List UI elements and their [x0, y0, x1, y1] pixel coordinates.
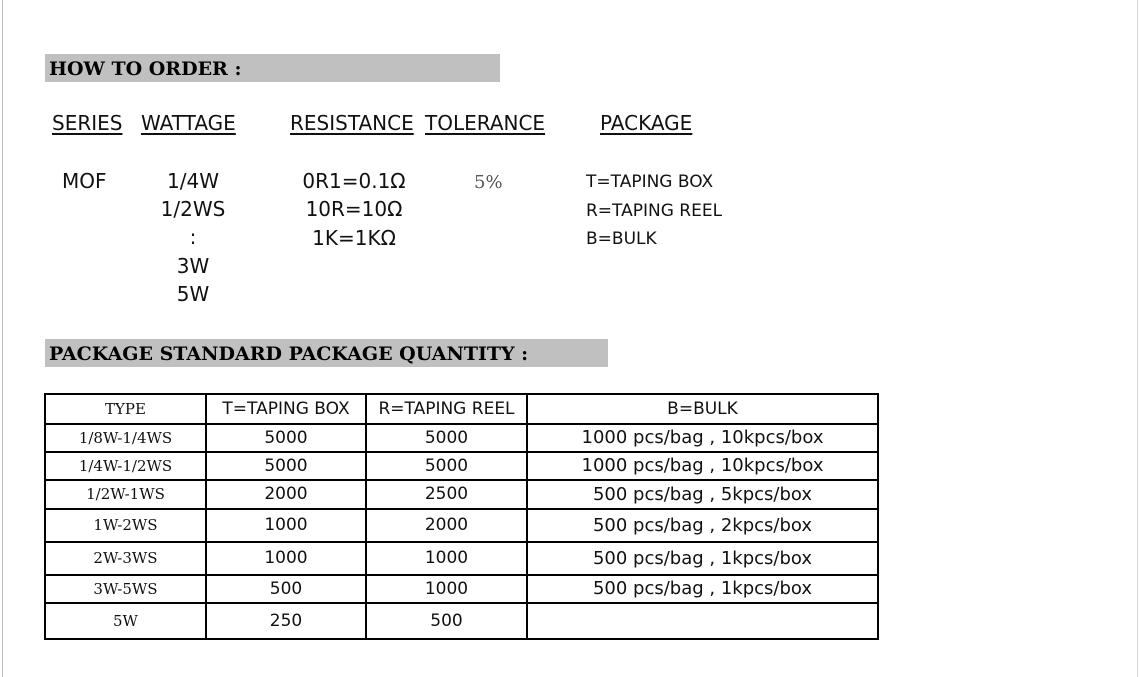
bulk-cell [527, 603, 878, 639]
taping-box-cell: 5000 [206, 424, 366, 452]
wattage-value: 1/4W [167, 169, 219, 193]
package-column-header: PACKAGE [600, 111, 693, 135]
table-row [45, 575, 878, 603]
package-value: B=BULK [586, 229, 657, 249]
wattage-value: 5W [176, 282, 210, 306]
type-cell: 1/8W-1/4WS [45, 424, 206, 452]
table-row [45, 542, 878, 575]
wattage-column-header: WATTAGE [141, 111, 236, 135]
page-right-edge [1137, 0, 1138, 677]
tolerance-value: 5% [474, 172, 503, 193]
taping-reel-cell: 2500 [366, 480, 527, 509]
table-header-row [45, 394, 878, 424]
package-quantity-heading: PACKAGE STANDARD PACKAGE QUANTITY : [45, 339, 608, 367]
type-cell: 1W-2WS [45, 509, 206, 542]
table-row [45, 452, 878, 480]
type-cell: 2W-3WS [45, 542, 206, 575]
taping-reel-cell: 1000 [366, 575, 527, 603]
series-value: MOF [62, 169, 107, 193]
wattage-value: 1/2WS [160, 197, 226, 221]
resistance-value: 10R=10Ω [305, 197, 403, 221]
bulk-cell: 500 pcs/bag , 1kpcs/box [527, 575, 878, 603]
bulk-header: B=BULK [527, 394, 878, 424]
type-header: TYPE [45, 394, 206, 424]
taping-box-cell: 2000 [206, 480, 366, 509]
wattage-value: : [189, 225, 197, 249]
type-cell: 1/4W-1/2WS [45, 452, 206, 480]
table-row [45, 424, 878, 452]
taping-reel-header: R=TAPING REEL [366, 394, 527, 424]
table-row [45, 480, 878, 509]
taping-reel-cell: 2000 [366, 509, 527, 542]
table-row [45, 509, 878, 542]
series-column-header: SERIES [52, 111, 123, 135]
taping-box-cell: 1000 [206, 509, 366, 542]
taping-reel-cell: 5000 [366, 424, 527, 452]
package-value: R=TAPING REEL [586, 201, 723, 221]
type-cell: 1/2W-1WS [45, 480, 206, 509]
taping-box-cell: 500 [206, 575, 366, 603]
taping-reel-cell: 5000 [366, 452, 527, 480]
bulk-cell: 500 pcs/bag , 5kpcs/box [527, 480, 878, 509]
taping-box-cell: 250 [206, 603, 366, 639]
taping-reel-cell: 1000 [366, 542, 527, 575]
table-row [45, 603, 878, 639]
tolerance-column-header: TOLERANCE [425, 111, 546, 135]
package-value: T=TAPING BOX [586, 172, 714, 192]
resistance-value: 0R1=0.1Ω [302, 169, 406, 193]
bulk-cell: 1000 pcs/bag , 10kpcs/box [527, 424, 878, 452]
resistance-column-header: RESISTANCE [290, 111, 414, 135]
wattage-value: 3W [176, 254, 210, 278]
taping-box-cell: 5000 [206, 452, 366, 480]
bulk-cell: 500 pcs/bag , 1kpcs/box [527, 542, 878, 575]
how-to-order-heading: HOW TO ORDER : [45, 54, 500, 82]
bulk-cell: 1000 pcs/bag , 10kpcs/box [527, 452, 878, 480]
type-cell: 3W-5WS [45, 575, 206, 603]
taping-box-cell: 1000 [206, 542, 366, 575]
taping-reel-cell: 500 [366, 603, 527, 639]
type-cell: 5W [45, 603, 206, 639]
resistance-value: 1K=1KΩ [312, 226, 396, 250]
bulk-cell: 500 pcs/bag , 2kpcs/box [527, 509, 878, 542]
page-left-edge [2, 0, 3, 677]
package-quantity-table [44, 393, 879, 640]
taping-box-header: T=TAPING BOX [206, 394, 366, 424]
